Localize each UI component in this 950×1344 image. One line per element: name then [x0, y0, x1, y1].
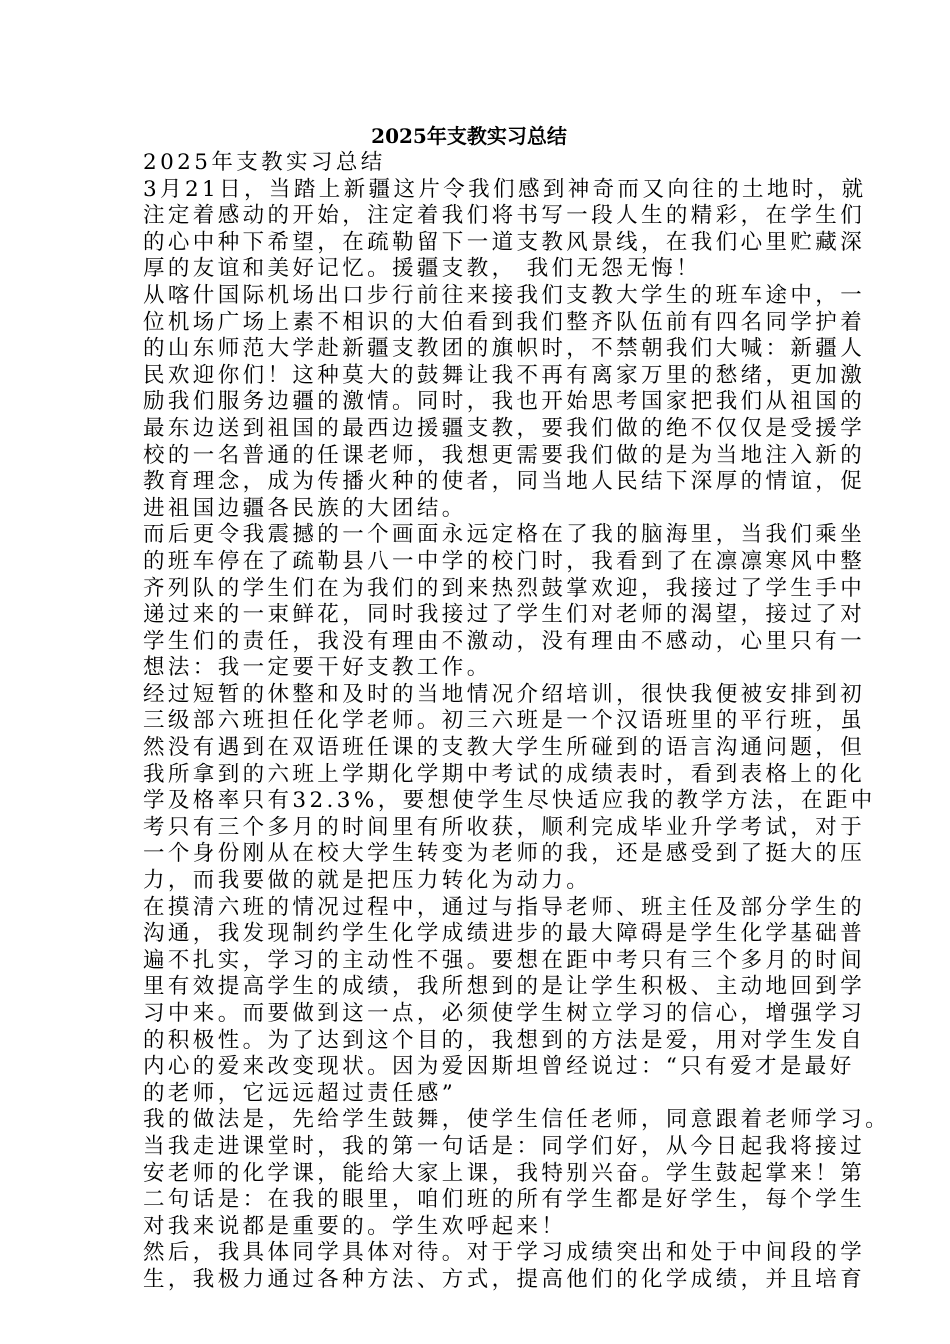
text-line: 习中来。而要做到这一点，必须使学生树立学习的信心，增强学习	[143, 1001, 866, 1026]
document-title: 2025年支教实习总结	[371, 124, 567, 148]
text-line: 力，而我要做的就是把压力转化为动力。	[143, 868, 592, 894]
text-line: 对我来说都是重要的。学生欢呼起来！	[143, 1213, 567, 1239]
text-line: 三级部六班担任化学老师。初三六班是一个汉语班里的平行班，虽	[143, 708, 866, 734]
text-line: 经过短暂的休整和及时的当地情况介绍培训，很快我便被安排到初	[143, 681, 866, 707]
text-line: 民欢迎你们！这种莫大的鼓舞让我不再有离家万里的愁绪，更加激	[143, 362, 866, 388]
text-line: 而后更令我震撼的一个画面永远定格在了我的脑海里，当我们乘坐	[143, 522, 866, 548]
text-line: 励我们服务边疆的激情。同时，我也开始思考国家把我们从祖国的	[143, 389, 866, 415]
text-line: 遍不扎实，学习的主动性不强。要想在距中考只有三个多月的时间	[143, 947, 866, 973]
text-line: 沟通，我发现制约学生化学成绩进步的最大障碍是学生化学基础普	[143, 921, 866, 947]
text-line: 二句话是：在我的眼里，咱们班的所有学生都是好学生，每个学生	[143, 1187, 866, 1213]
text-line: 厚的友谊和美好记忆。援疆支教， 我们无怨无悔！	[143, 256, 702, 282]
text-line: 的老师，它远远超过责任感”	[143, 1080, 457, 1106]
text-line: 里有效提高学生的成绩，我所想到的是让学生积极、主动地回到学	[143, 974, 866, 1000]
text-line: 的山东师范大学赴新疆支教团的旗帜时，不禁朝我们大喊：新疆人	[143, 336, 866, 362]
text-line: 注定着感动的开始，注定着我们将书写一段人生的精彩，在学生们	[143, 203, 866, 229]
text-line: 3月21日，当踏上新疆这片令我们感到神奇而又向往的土地时，就	[143, 176, 867, 202]
text-line: 最东边送到祖国的最西边援疆支教，要我们做的绝不仅仅是受援学	[143, 415, 866, 441]
text-line: 我的做法是，先给学生鼓舞，使学生信任老师，同意跟着老师学习。	[143, 1107, 891, 1133]
text-line: 的心中种下希望，在疏勒留下一道支教风景线，在我们心里贮藏深	[143, 229, 866, 255]
text-line: 我所拿到的六班上学期化学期中考试的成绩表时，看到表格上的化	[143, 761, 866, 787]
text-line: 然没有遇到在双语班任课的支教大学生所碰到的语言沟通问题，但	[143, 735, 866, 761]
text-line: 在摸清六班的情况过程中，通过与指导老师、班主任及部分学生的	[143, 894, 866, 920]
text-line: 进祖国边疆各民族的大团结。	[143, 495, 467, 521]
text-line: 递过来的一束鲜花，同时我接过了学生们对老师的渴望，接过了对	[143, 602, 866, 628]
text-line: 学生们的责任，我没有理由不激动，没有理由不感动，心里只有一	[143, 628, 866, 654]
text-line: 一个身份刚从在校大学生转变为老师的我，还是感受到了挺大的压	[143, 841, 866, 867]
text-line: 安老师的化学课，能给大家上课，我特别兴奋。学生鼓起掌来！第	[143, 1160, 866, 1186]
text-line: 考只有三个多月的时间里有所收获，顺利完成毕业升学考试，对于	[143, 814, 866, 840]
text-line: 的班车停在了疏勒县八一中学的校门时，我看到了在凛凛寒风中整	[143, 548, 866, 574]
text-line: 位机场广场上素不相识的大伯看到我们整齐队伍前有四名同学护着	[143, 309, 866, 335]
text-line: 的积极性。为了达到这个目的，我想到的方法是爱，用对学生发自	[143, 1027, 866, 1053]
text-line: 校的一名普通的任课老师，我想更需要我们做的是为当地注入新的	[143, 442, 866, 468]
text-line: 生，我极力通过各种方法、方式，提高他们的化学成绩，并且培育	[143, 1266, 866, 1292]
text-line: 当我走进课堂时，我的第一句话是：同学们好，从今日起我将接过	[143, 1133, 866, 1159]
document-page	[143, 122, 891, 1294]
text-line: 想法：我一定要干好支教工作。	[143, 655, 492, 681]
document-body	[143, 176, 891, 1294]
text-line: 齐列队的学生们在为我们的到来热烈鼓掌欢迎，我接过了学生手中	[143, 575, 866, 601]
text-line: 从喀什国际机场出口步行前往来接我们支教大学生的班车途中，一	[143, 282, 866, 308]
text-line: 学及格率只有32.3%，要想使学生尽快适应我的教学方法，在距中	[143, 788, 876, 814]
text-line: 内心的爱来改变现状。因为爱因斯坦曾经说过：“只有爱才是最好	[143, 1054, 855, 1080]
text-line: 然后，我具体同学具体对待。对于学习成绩突出和处于中间段的学	[143, 1240, 866, 1266]
text-line: 教育理念，成为传播火种的使者，同当地人民结下深厚的情谊，促	[143, 469, 866, 495]
document-subtitle: 2025年支教实习总结	[143, 150, 386, 175]
